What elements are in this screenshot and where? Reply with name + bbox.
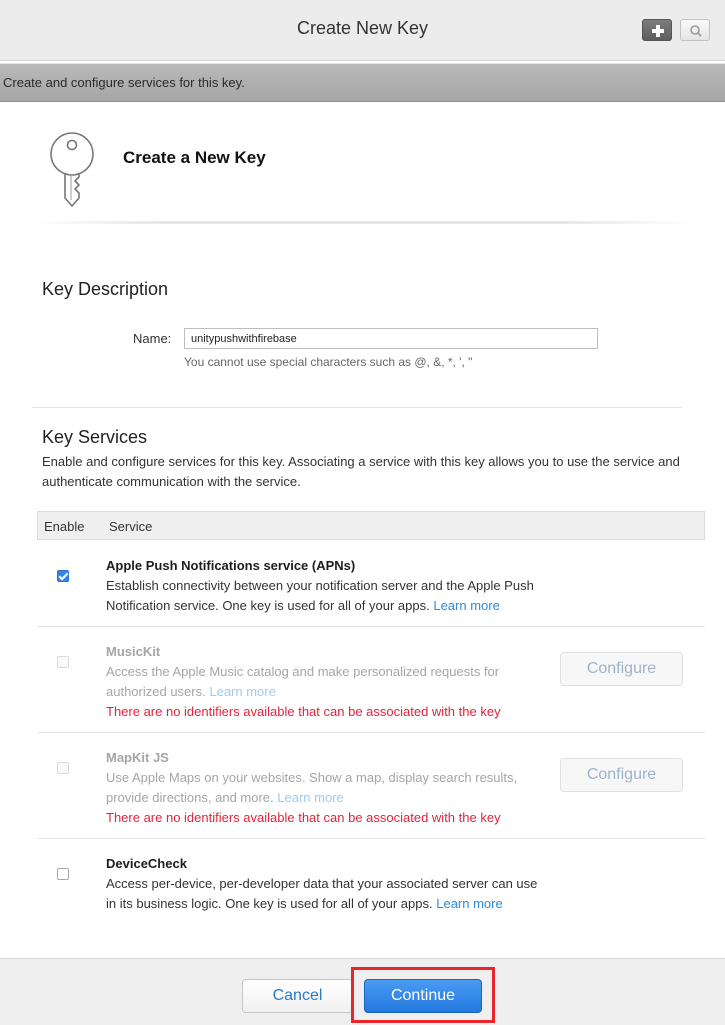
service-error: There are no identifiers available that can be associated with the key <box>106 704 501 719</box>
configure-button[interactable]: Configure <box>560 652 683 686</box>
search-button[interactable] <box>680 19 710 41</box>
learn-more-link[interactable]: Learn more <box>433 598 500 613</box>
column-header-service: Service <box>109 519 153 534</box>
search-icon <box>681 20 711 42</box>
name-hint: You cannot use special characters such as @, &, *, ', " <box>184 355 473 369</box>
musickit-checkbox[interactable] <box>57 656 69 668</box>
key-icon <box>50 130 96 210</box>
divider <box>32 407 682 408</box>
configure-button[interactable]: Configure <box>560 758 683 792</box>
name-label: Name: <box>133 331 172 346</box>
subheader-text: Create and configure services for this key. <box>3 75 245 90</box>
key-services-title: Key Services <box>42 427 148 447</box>
learn-more-link[interactable]: Learn more <box>277 790 344 805</box>
page-heading: Create a New Key <box>123 148 266 167</box>
apns-checkbox[interactable] <box>57 570 69 582</box>
window-title: Create New Key <box>296 18 429 38</box>
service-name: MapKit JS <box>106 750 169 765</box>
subheader <box>0 63 725 102</box>
services-table-header <box>37 511 705 540</box>
service-error: There are no identifiers available that can be associated with the key <box>106 810 501 825</box>
title-bar <box>0 0 725 61</box>
mapkit-js-checkbox[interactable] <box>57 762 69 774</box>
add-button[interactable] <box>642 19 672 41</box>
key-services-description: Enable and configure services for this key. Associating a service with this key allows you to use the service and authenticate communication with the service. <box>42 454 680 489</box>
plus-icon <box>643 20 673 42</box>
service-description: Use Apple Maps on your websites. Show a map, display search results, provide directions, and more. Learn more <box>106 770 518 805</box>
continue-button[interactable]: Continue <box>364 979 482 1013</box>
service-description: Access per-device, per-developer data that your associated server can use in its business logic. One key is used for all of your apps. Learn more <box>106 876 538 911</box>
divider <box>37 626 705 627</box>
column-header-enable: Enable <box>44 519 85 534</box>
divider <box>32 221 692 224</box>
service-name: MusicKit <box>106 644 161 659</box>
service-description: Access the Apple Music catalog and make personalized requests for authorized users. Learn more <box>106 664 500 699</box>
divider <box>37 838 705 839</box>
learn-more-link[interactable]: Learn more <box>209 684 276 699</box>
learn-more-link[interactable]: Learn more <box>436 896 503 911</box>
devicecheck-checkbox[interactable] <box>57 868 69 880</box>
service-description: Establish connectivity between your notification server and the Apple Push Notification service. One key is used for all of your apps. Learn more <box>106 578 534 613</box>
service-name: DeviceCheck <box>106 856 187 871</box>
name-input[interactable] <box>184 328 598 349</box>
divider <box>37 732 705 733</box>
key-description-title: Key Description <box>42 279 169 299</box>
cancel-button[interactable]: Cancel <box>242 979 353 1013</box>
service-name: Apple Push Notifications service (APNs) <box>106 558 356 573</box>
